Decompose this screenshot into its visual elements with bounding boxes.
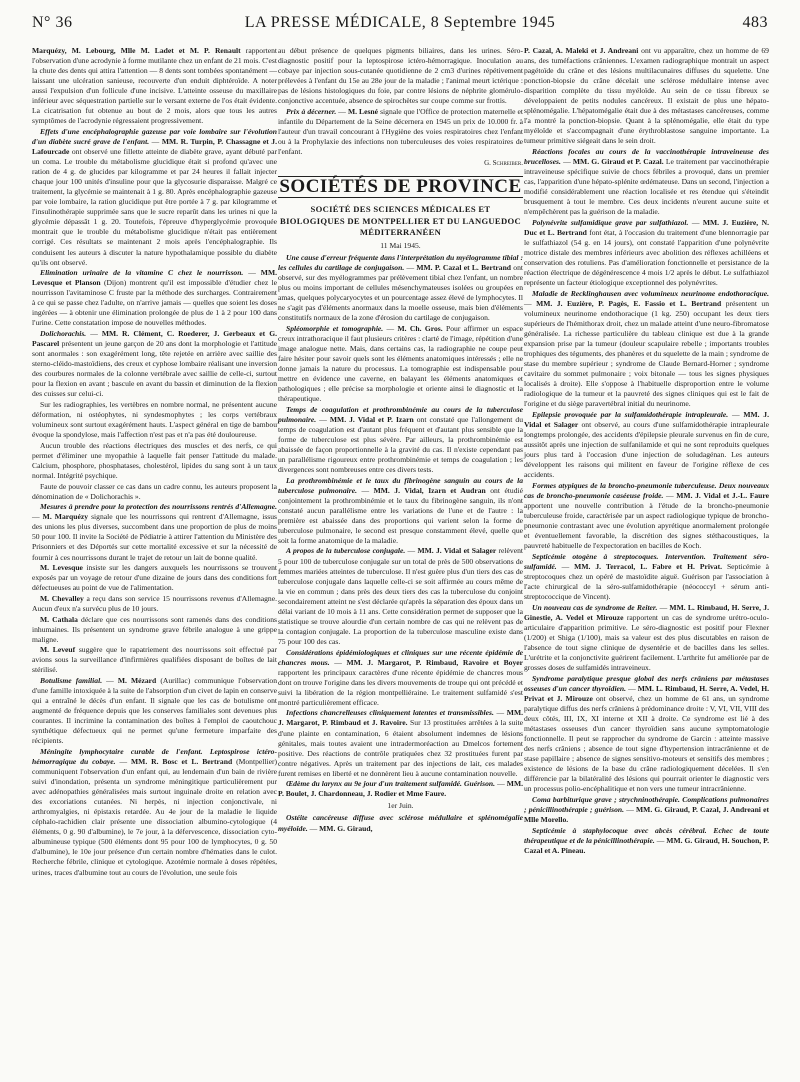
article-text: insiste sur les dangers auxquels les nourrissons se trouvent exposés par un voyage de retour d'une dizaine de jours dans des conditions fort défectueuses au point de vue de l'alimentation. <box>32 563 277 593</box>
article-title: Mesures à prendre pour la protection des nourrissons rentrés d'Allemagne. <box>40 502 277 512</box>
article-title: Dolichorachis. <box>40 329 87 339</box>
section-banner: SOCIÉTÉS DE PROVINCE <box>279 176 522 198</box>
article-paragraph: Maladie de Recklinghausen avec volumineux neurinome endothoracique. — MM. J. Euzière, P. Pagès, E. Fassio et L. Bertrand présentent un volumineux neurinome endothoracique (1 kg. 250) occupant les deux tiers supérieurs de l'hémithorax droit, chez un malade atteint d'une neuro-fibromatose généralisée. La richesse particulière du tableau clinique est due à la grande expansion prise par la tumeur (douleur scapulaire rebelle ; importants troubles trophiques des téguments, des phanères et du squelette de la main ; syndrome de stase du membre supérieur ; syndrome de Claude Bernard-Horner ; syndrome cavitaire du sommet pulmonaire ; voix bitonale — tous les signes physiques localisés à droite). Elle s'oppose à l'habituelle disproportion entre le volume radiologique de la tumeur et la pauvreté des signes cliniques qui est le fait de l'origine et du siège paravertébral initial du neurinome. <box>524 288 770 409</box>
article-authors: P. Cazal, A. Maleki et J. Andreani <box>524 46 639 55</box>
article-text: ont vu apparaître, chez un homme de 69 ans, des tuméfactions crâniennes. L'examen radiographique montrait un aspect pagétoïde du crâne et des lésions multilacunaires diffuses du squelette. Une ponction-biopsie du crâne décelait une sclérose médullaire intense avec disparition complète du tissu myéloïde. Au sein de ce tissu fibreux se développaient de petits nodules cancéreux. Il existait de plus une hépato-splénomégalie. L'hépatomégalie était due à des métastases cancéreuses, comme l'a montré la ponction-biopsie. Quant à la splénomégalie, elle était du type myéloïde et s'accompagnait d'une érythroblastose sanguine importante. La tumeur primitive siégeait dans le sein droit. <box>524 46 769 146</box>
article-text: Faute de pouvoir classer ce cas dans un cadre connu, les auteurs proposent la dénomination de « Dolichorachis ». <box>32 481 277 501</box>
article-authors: Marquézy, M. Lebourg, Mlle M. Ladet et M. P. Renault <box>32 46 241 55</box>
article-paragraph: Polynévrite sulfamidique grave par sulfathiazol. — MM. J. Euzière, N. Duc et L. Bertrand font état, à l'occasion du traitement d'une blennorragie par le sulfathiazol (54 g. en 14 jours), ont constaté l'apparition d'une polynévrite motrice distale des membres inférieurs avec abolition des réflexes achilléens et conservation des rotuliens. Pas d'amélioration fonctionnelle et persistance de la réaction électrique de dégénérescence 4 mois 1/2 après le début. Le sulfathiazol représente un facteur étiologique exceptionnel des polynévrites. <box>524 217 769 288</box>
article-text: signale que l'Office de protection maternelle et infantile du Département de la Seine décernera en 1945 un prix de 10.000 fr. à l'auteur d'un travail concourant à l'Hygiène des voies respiratoires chez l'enfant ou à la Prophylaxie des infections non tuberculeuses des voies respiratoires de l'enfant. <box>278 106 523 157</box>
article-paragraph: Spléomorphie et tomographie. — M. Ch. Gros. Pour affirmer un espace creux intrathoracique il faut plusieurs critères : clarté de l'image, répétition d'une image analogue nette. Mais, dans certains cas, la radiographie ne coupe peut faire hésiter pour savoir quels sont les éléments anatomiques intéressés ; elle ne donne jamais la nature du processus. La tomographie est indispensable pour mettre en évidence une caverne, en balayant les éléments anatomiques et pathologiques ; elle précise sa morphologie et oriente ainsi le diagnostic et la thérapeutique. <box>278 323 523 403</box>
article-text: ont constaté que l'allongement du temps de coagulation est d'autant plus fréquent et d'autant plus sensible que la forme de tuberculose est plus sévère. Par ailleurs, la prothrombinémie est abaissée de façon proportionnelle à la gravité du cas. Il n'existe cependant pas un parallélisme rigoureux entre prothrombinémie et temps de coagulation ; les divergences sont nombreuses entre ces divers tests. <box>278 414 524 474</box>
article-paragraph: Formes atypiques de la broncho-pneumonie tuberculeuse. Deux nouveaux cas de broncho-pneumonie caséeuse froide. — MM. J. Vidal et J.-L. Faure apportent une nouvelle contribution à l'étude de la broncho-pneumonie tuberculeuse froide, caractérisée par un aspect radiologique typique de broncho-pneumonie contrastant avec une évolution apyrétique anormalement prolongée et éventuellement favorable, la discrétion des signes stéthacoustiques, la pauvreté habituelle de l'expectoration en bacilles de Koch. <box>524 480 770 551</box>
article-title: Infections chancrelleuses cliniquement latentes et transmissibles. <box>286 708 494 718</box>
article-text: ont étudié conjointement la prothrombinémie et le taux du fibrinogène sanguin, ils n'ont constaté aucun parallélisme entre les variations de l'une et de l'autre : la première est abaissée dans des proportions qui varient selon la forme de tuberculose pulmonaire, le second est presque constamment élevé, quelle que soit la forme anatomique de la maladie. <box>278 485 523 545</box>
article-title: Considérations épidémiologiques et cliniques sur une récente épidémie de chancres mous. <box>278 647 523 667</box>
column-1 <box>32 46 277 878</box>
article-title: Ostéite cancéreuse diffuse avec sclérose médullaire et splénomégalie myéloïde. <box>278 813 523 833</box>
article-authors: M. Ch. Gros. <box>397 323 443 333</box>
article-text: Sur les radiographies, les vertèbres en nombre normal, ne présentent aucune déformation, ni ostéophytes, ni syndesmophytes ; les corps vertébraux volumineux sont surtout exagérément hauts. L'aspect général en tige de bambou évoque la spondylose, mais l'affection n'est pas et n'a pas été douloureuse. <box>32 400 277 440</box>
article-text: Aucun trouble des réactions électriques des muscles et des nerfs, ce qui permet d'éliminer une myopathie à laquelle fait penser l'attitude du malade. Calcium, phosphore, phosphatases, cholestérol, lipides du sang sont à un taux normal. Intégrité psychique. <box>32 440 277 480</box>
article-text: ont observé une fillette atteinte de diabète grave, ayant débuté par un coma. Le trouble du métabolisme glucidique était si profond qu'avec une ration de 4 g. de glucides par kilogramme et par 24 heures il fallait injecter chaque jour 100 unités d'insuline pour que la glycosurie disparaisse. Malgré ce traitement, la glycémie se maintenait à 1 g. 80. Après encéphalographie gazeuse par voie lombaire, la ration glucidique put être portée à 7 g. par kilogramme et l'insulinothérapie supprimée sans que le sucre reparût dans les urines ni que la glycémie dépassât 1 g. 20. Toutefois, l'épreuve d'hyperglycémie provoquée montrait que le trouble du métabolisme glucidique n'était pas entièrement corrigé. Ces résultats se maintenant 2 mois après l'encéphalographie. Ils conduisent les auteurs à discuter la nature hypothalamique possible du diabète qu'ils ont observé. <box>32 147 277 267</box>
article-text: rapportent les principaux caractères d'une récente épidémie de chancres mous dont on trouve l'origine dans les divers mouvements de troupe qui ont précédé et suivi la libération de la région montpelliéraine. Le traitement sulfamidé s'est montré particulièrement efficace. <box>278 667 523 707</box>
article-paragraph: La prothrombinémie et le taux du fibrinogène sanguin au cours de la tuberculose pulmonaire. — MM. J. Vidal, Izarn et Audran ont étudié conjointement la prothrombinémie et le taux du fibrinogène sanguin, ils n'ont constaté aucun parallélisme entre les variations de l'une et de l'autre : la première est abaissée dans des proportions qui varient selon la forme de tuberculose pulmonaire, le second est presque constamment élevé, quelle que soit la forme anatomique de la maladie. <box>278 475 523 545</box>
article-authors: M. Chevalley <box>40 593 84 603</box>
article-authors: M. Leveuf <box>40 645 76 655</box>
article-paragraph: Septicémie à staphylocoque avec abcès cérébral. Echec de toute thérapeutique et de la pénicillinothérapie. — MM. G. Giraud, H. Souchon, P. Cazal et A. Pineau. <box>524 825 769 855</box>
article-paragraph: Coma barbiturique grave ; strychninothérapie. Complications pulmonaires ; pénicillinothérapie ; guérison. — MM. G. Giraud, P. Cazal, J. Andreani et Mlle Morello. <box>524 794 769 824</box>
article-title: Maladie de Recklinghausen avec volumineux neurinome endothoracique. <box>532 288 769 298</box>
article-authors: M. Cathala <box>40 614 78 624</box>
article-text: a reçu dans son service 15 nourrissons revenus d'Allemagne. Aucun d'eux n'a survécu plus de 10 jours. <box>32 593 277 613</box>
article-authors: MM. G. Giraud, P. Cazal, J. Andreani et Mlle Morello. <box>524 804 769 824</box>
article-text: présentent un jeune garçon de 20 ans dont la morphologie et l'attitude sont anormales : son exagérément long, tête rejetée en arrière avec saillie des sterno-cléido-mastoïdiens, des creux et cyphose lombaire réalisant une inversion des courbures normales de la colonne vertébrale avec saillie de celle-ci, surtout pour la flexion en avant ; bascule en avant du bassin et diminution de la flexion des cuisses sur celui-ci. <box>32 339 277 399</box>
article-title: Effets d'une encéphalographie gazeuse par voie lombaire sur l'évolution d'un diabète sucré grave de l'enfant. <box>32 126 277 147</box>
article-paragraph <box>524 46 769 146</box>
article-paragraph: Temps de coagulation et prothrombinémie au cours de la tuberculose pulmonaire. — MM. J. Vidal et P. Izarn ont constaté que l'allongement du temps de coagulation est d'autant plus fréquent et d'autant plus sensible que la forme de tuberculose est plus sévère. Par ailleurs, la prothrombinémie est abaissée de façon proportionnelle à la gravité du cas. Il n'existe cependant pas un parallélisme rigoureux entre prothrombinémie et temps de coagulation ; les divergences sont nombreuses entre ces divers tests. <box>278 404 524 474</box>
article-text: rapportent l'observation d'une acrodynie à forme mutilante chez un enfant de 21 mois. C'est la chute des dents qui attira l'attention — 8 dents sont tombées spontanément — laissant une ulcération sanieuse, recouverte d'un enduit diphtéroïde. A noter aussi l'expulsion d'un follicule d'une incisive. L'atteinte osseuse du maxillaire inférieur avec séquestration partielle sur le versant externe de l'os était évidente. La cicatrisation fut obtenue au bout de 2 mois, alors que tous les autres symptômes de l'acrodynie régressaient progressivement. <box>32 46 278 126</box>
article-authors: MM. L. Rimbaud, H. Serre, A. Vedel, H. Privat et J. Mirouze <box>524 683 770 703</box>
article-authors: MM. J. Euzière, P. Pagès, E. Fassio et L. Bertrand <box>536 298 722 308</box>
article-paragraph: Septicémie otogène à streptocoques. Intervention. Traitement séro-sulfamidé. — MM. J. Terracol, L. Fabre et H. Privat. Septicémie à streptocoques chez un opéré de mastoïdite aiguë. Guérison par l'association à l'acte chirurgical de la séro-sulfamidothérapie (néococcyl + sérum anti-streptococcique de Vincent). <box>524 551 769 602</box>
article-title: Temps de coagulation et prothrombinémie au cours de la tuberculose pulmonaire. <box>278 404 523 424</box>
article-paragraph: A propos de la tuberculose conjugale. — MM. J. Vidal et Salager relèvent 5 pour 100 de tuberculose conjugale sur un total de près de 500 observations de femmes mariées atteintes de tuberculose. Il n'est guère plus d'un tiers des cas de tuberculose conjugale dans laquelle celle-ci se soit affirmée au cours même de la vie en commun ; dans près des deux tiers des cas la tuberculose du conjoint secondairement atteint ne s'est déclarée qu'après la séparation des époux dans un délai variant de 10 mois à 11 ans. Cette considération permet de supposer que la statistique se trouve alourdie d'un certain nombre de cas qui ne relèvent pas de la contagion conjugale. La proportion de la tuberculose masculine existe dans 75 pour 100 des cas. <box>278 546 523 646</box>
article-authors: MM. G. Giraud, <box>319 823 373 833</box>
article-text: ont observé, sur des myélogrammes par prélèvement tibial chez l'enfant, un nombre plus ou moins important de cellules mésenchymateuses isolées ou groupées en amas, quelques polycaryocytes et un pourcentage assez élevé de lymphocytes. Il ne s'agit pas d'éléments anormaux dans la moelle osseuse, mais bien d'éléments constitutifs normaux de la zone d'érosion du cartilage de conjugaison. <box>278 262 524 323</box>
article-authors: MM. J. Vidal et P. Izarn <box>329 414 414 424</box>
article-authors: MM. J. Vidal, Izarn et Audran <box>373 485 486 495</box>
article-authors: M. Mézard <box>117 676 157 686</box>
article-paragraph: Effets d'une encéphalographie gazeuse par voie lombaire sur l'évolution d'un diabète sucré grave de l'enfant. — MM. R. Turpin, P. Chassagne et J. Lafourcade ont observé une fillette atteinte de diabète grave, ayant débuté par un coma. Le trouble du métabolisme glucidique était si profond qu'avec une ration de 4 g. de glucides par kilogramme et par 24 heures il fallait injecter chaque jour 100 unités d'insuline pour que la glycosurie disparaisse. Malgré ce traitement, la glycémie se maintenait à 1 g. 80. Après encéphalographie gazeuse par voie lombaire, la ration glucidique put être portée à 7 g. par kilogramme et l'insulinothérapie supprimée sans que le sucre reparût dans les urines ni que la glycémie dépassât 1 g. 20. Toutefois, l'épreuve d'hyperglycémie provoquée montrait que le trouble du métabolisme glucidique n'était pas entièrement corrigé. Ces résultats se maintenant 2 mois après l'encéphalographie. Ils conduisent les auteurs à discuter la nature hypothalamique possible du diabète qu'ils ont observé. <box>32 126 277 267</box>
article-text: Septicémie à streptocoques chez un opéré de mastoïdite aiguë. Guérison par l'association à l'acte chirurgical de la séro-sulfamidothérapie (néococcyl + sérum anti-streptococcique de Vincent). <box>524 561 769 602</box>
article-title: Spléomorphie et tomographie. <box>286 323 384 333</box>
article-paragraph: Prix à décerner. — M. Lesné signale que l'Office de protection maternelle et infantile du Département de la Seine décernera en 1945 un prix de 10.000 fr. à l'auteur d'un travail concourant à l'Hygiène des voies respiratoires chez l'enfant ou à la Prophylaxie des infections non tuberculeuses des voies respiratoires de l'enfant. <box>278 106 523 157</box>
column-2 <box>278 46 523 834</box>
article-paragraph: Œdème du larynx au 9e jour d'un traitement sulfamidé. Guérison. — MM. P. Boulet, J. Chardonneau, J. Rodier et Mme Faure. <box>278 779 524 799</box>
article-title: Septicémie à staphylocoque avec abcès cérébral. Echec de toute thérapeutique et de la pénicillinothérapie. <box>524 825 769 845</box>
article-paragraph: Mesures à prendre pour la protection des nourrissons rentrés d'Allemagne. — M. Marquézy signale que les nourrissons qui rentrent d'Allemagne, issus des unions les plus diverses, succombent dans une proportion de plus de moins 50 pour 100. Il invite la Société de Pédiatrie à attirer l'attention du Ministère des Prisonniers et des Déportés sur cette mortalité excessive et sur la nécessité de fournir à ces nourrissons durant le trajet de retour un lait de bonne qualité. <box>32 502 277 562</box>
article-text: rapportent un cas de syndrome urétro-oculo-articulaire d'apparition primitive. Le séro-diagnostic est positif pour Flexner (1/200) et Shiga (1/100), mais sa valeur est des plus discutables en raison de l'absence de tout signe clinique de dysentérie et de bacilles dans les selles. L'urétrite et la conjonctivite guérirent facilement. L'arthrite fut améliorée par de grosses doses de sulfamidés intraveineux. <box>524 612 769 673</box>
article-paragraph <box>32 441 277 481</box>
article-text: présentent un volumineux neurinome endothoracique (1 kg. 250) occupant les deux tiers supérieurs de l'hémithorax droit, chez un malade atteint d'une neuro-fibromatose généralisée. La richesse particulière du tableau clinique est due à la grande expansion prise par la tumeur (douleur scapulaire rebelle ; importants troubles trophiques des téguments, des phanères et du squelette de la main ; syndrome de stase du membre supérieur ; syndrome de Claude Bernard-Horner ; syndrome cavitaire du sommet pulmonaire ; voix bitonale — tous les signes physiques localisés à droite). Elle s'oppose à l'habituelle disproportion entre le volume radiologique de la tumeur et la pauvreté des signes cliniques qui est le fait de l'origine et du siège paravertébral initial du neurinome. <box>524 298 770 409</box>
article-authors: MM. R. Turpin, P. Chassagne et J. Lafourcade <box>32 137 277 157</box>
article-text: déclare que ces nourrissons sont ramenés dans des conditions inhumaines. Ils présentent un syndrome grave fébrile analogue à une grippe maligne. <box>32 614 278 644</box>
signature: G. Schreiber. <box>484 159 523 168</box>
article-text: relèvent 5 pour 100 de tuberculose conjugale sur un total de près de 500 observations de femmes mariées atteintes de tuberculose. Il n'est guère plus d'un tiers des cas de tuberculose conjugale dans laquelle celle-ci se soit affirmée au cours même de la vie en commun ; dans près des deux tiers des cas la tuberculose du conjoint secondairement atteint ne s'est déclarée qu'après la séparation des époux dans un délai variant de 10 mois à 11 ans. Cette considération permet de supposer que la statistique se trouve alourdie d'un certain nombre de cas qui ne relèvent pas de la contagion conjugale. La proportion de la tuberculose masculine existe dans 75 pour 100 des cas. <box>278 546 523 646</box>
article-paragraph <box>32 482 277 502</box>
journal-title: LA PRESSE MÉDICALE, 8 Septembre 1945 <box>244 14 556 31</box>
article-title: A propos de la tuberculose conjugale. <box>286 546 406 556</box>
article-text: ont observé, chez un homme de 61 ans, un syndrome paralytique diffus des nerfs crâniens à prédominance droite : V, VI, VII, VIII des deux côtés, III, IX, XI interne et XII à droite. Ce syndrome est lié à des métastases osseuses d'un cancer thyroïdien sans aucune symptomatologie fonctionnelle. Il peut se rapprocher du syndrome de Garcin : atteinte massive des nerfs crâniens ; absence de tout signe d'hypertension intracrânienne et de stase papillaire ; absence de signes sensitivo-moteurs et sensitifs des membres ; existence de lésions de la base du crâne radiologiquement décelées. Il s'en différencie par la bilatéralité des lésions qui pourrait orienter le diagnostic vers un processus polio-encéphalitique et non vers une tumeur intracrânienne. <box>524 693 769 794</box>
article-authors: M. Levesque <box>40 563 83 573</box>
page-number: 483 <box>742 14 768 31</box>
article-text: au début présence de quelques pigments biliaires, dans les urines. Séro-diagnostic positif pour la leptospirose ictéro-hémorragique. Inoculation au cobaye par injection sous-cutanée quotidienne de 2 cm3 d'urines répétivement prélevées à l'enfant du 15e au 28e jour de la maladie ; l'animal meurt ictérique : pas de lésions histologiques du foie, par contre lésions de néphrite glomérulo-conjonctive accentuée, absence de spirochètes sur coupe comme sur frottis. <box>278 46 523 106</box>
article-title: La prothrombinémie et le taux du fibrinogène sanguin au cours de la tuberculose pulmonaire. <box>278 475 523 495</box>
article-paragraph: Ostéite cancéreuse diffuse avec sclérose médullaire et splénomégalie myéloïde. — MM. G. Giraud, <box>278 813 523 833</box>
article-text: signale que les nourrissons qui rentrent d'Allemagne, issus des unions les plus diverses, succombent dans une proportion de plus de moins 50 pour 100. Il invite la Société de Pédiatrie à attirer l'attention du Ministère des Prisonniers et des Déportés sur cette mortalité excessive et sur la nécessité de fournir à ces nourrissons durant le trajet de retour un lait de bonne qualité. <box>32 512 277 562</box>
article-authors: MM. G. Giraud et P. Cazal. <box>572 157 664 167</box>
article-title: Polynévrite sulfamidique grave par sulfathiazol. <box>532 217 689 227</box>
issue-number: N° 36 <box>32 14 73 31</box>
article-authors: MM. J. Vidal et J.-L. Faure <box>676 491 770 501</box>
article-title: Epilepsie provoquée par la sulfamidothérapie intrapleurale. <box>532 410 729 420</box>
article-paragraph <box>32 46 277 126</box>
article-paragraph: Méningite lymphocytaire curable de l'enfant. Leptospirose ictéro-hémorragique du cobaye. — MM. R. Bosc et L. Bertrand (Montpellier) communiquent l'observation d'un enfant qui, au lendemain d'un bain de rivière suivi d'inondation, présenta un syndrome méningitique particulièrement pur avec adénopathies généralisées mais surtout inguinale droite en relation avec des excoriations cutanées. Ni herpès, ni injection conjonctivale, ni arthromyalgies, ni épistaxis retardée. Au 4e jour de la maladie le liquide céphalo-rachidien clair présente une dissociation albumino-cytologique (4 éléments, 0 g. 90 d'albumine), le 7e jour, à la défervescence, dissociation cyto-albumineuse typique (500 éléments dont 95 pour 100 de lymphocytes, 0 g. 50 d'albumine), le 10e jour présence d'un certain nombre d'hématies dans le culot. Recherche fébrile, clinique et cytologique. Azotémie normale à doses répétées, urines, traces d'albumine tout au cours de l'évolution, une seule fois <box>32 746 278 877</box>
page-header <box>32 14 768 36</box>
article-paragraph: Considérations épidémiologiques et cliniques sur une récente épidémie de chancres mous. — MM. J. Margarot, P. Rimbaud, Ravoire et Boyer rapportent les principaux caractères d'une récente épidémie de chancres mous dont on trouve l'origine dans les divers mouvements de troupe qui ont précédé et suivi la libération de la région montpelliéraine. Le traitement sulfamidé s'est montré particulièrement efficace. <box>278 647 523 707</box>
article-paragraph <box>32 594 277 614</box>
article-authors: MM. P. Cazal et L. Bertrand <box>416 262 512 272</box>
article-text: Pour affirmer un espace creux intrathoracique il faut plusieurs critères : clarté de l'image, répétition d'une image analogue nette. Mais, dans certains cas, la radiographie ne coupe peut faire hésiter pour savoir quels sont les éléments anatomiques intéressés ; elle ne donne jamais la nature du processus. La tomographie est indispensable pour mettre en évidence une caverne, en balayant les éléments anatomiques et pathologiques ; elle précise sa morphologie et oriente ainsi le diagnostic et la thérapeutique. <box>278 323 523 403</box>
article-text: Le traitement par vaccinothérapie intraveineuse spécifique suivie de chocs fébriles a provoqué, dans un premier cas, l'apparition d'une hépato-splénite œdémateuse. Dans un second, l'injection a modifié considérablement une réaction localisée et res étendue qui s'éteindit brusquement à tout le membre. Ces deux incidents n'eurent aucune suite et n'empêchèrent pas la guérison de la maladie. <box>524 157 770 217</box>
article-text: Sur 13 prostituées arrêtées à la suite d'une plainte en contamination, 6 étaient absolument indemnes de lésions génitales, mais toutes avaient une intradermoréaction au Dmelcos fortement positive. Des réactions de contrôle pratiquées chez 32 prostituées furent par contre négatives. Après un traitement par des injections de lait, ces malades furent remises en liberté et ne donnèrent lieu à aucune contamination nouvelle. <box>278 718 524 778</box>
society-heading: SOCIÉTÉ DES SCIENCES MÉDICALES ET BIOLOGIQUES DE MONTPELLIER ET DU LANGUEDOC MÉDITERRANÉEN <box>280 204 521 238</box>
article-title: Prix à décerner. <box>286 106 337 116</box>
article-authors: M. Marquézy <box>42 512 88 522</box>
article-paragraph: Réactions focales au cours de la vaccinothérapie intraveineuse des brucelloses. — MM. G. Giraud et P. Cazal. Le traitement par vaccinothérapie intraveineuse spécifique suivie de chocs fébriles a provoqué, dans un premier cas, l'apparition d'une hépato-splénite œdémateuse. Dans un second, l'injection a modifié considérablement une réaction localisée et res étendue qui s'éteindit brusquement à tout le membre. Ces deux incidents n'eurent aucune suite et n'empêchèrent pas la guérison de la maladie. <box>524 147 770 217</box>
article-title: Elimination urinaire de la vitamine C chez le nourrisson. <box>40 268 244 278</box>
article-authors: MM. J. Vidal et Salager <box>417 546 497 556</box>
article-title: Formes atypiques de la broncho-pneumonie tuberculeuse. Deux nouveaux cas de broncho-pneumonie caséeuse froide. <box>524 480 769 501</box>
article-text: (Dijon) montrent qu'il est impossible d'étudier chez le nourrisson l'avitaminose C fruste par la méthode des surcharges. Contrairement à ce qui se passe chez l'adulte, on n'arrive jamais — quelles que soient les doses ingérées — à obtenir une élimination prolongée de plus de 1 à 2 pour 100 dans l'urine. Cette constatation impose de nouvelles méthodes. <box>32 278 277 328</box>
article-authors: MM. J. Euzière, N. Duc et L. Bertrand <box>524 217 769 238</box>
column-3 <box>524 46 769 856</box>
article-authors: MM. R. Clément, C. Roederer, J. Gerbeaux et G. Pascarel <box>32 329 278 349</box>
article-text: ont observé, au cours d'une sulfamidothérapie intrapleurale longtemps prolongée, des accidents d'épilepsie pleurale survenus en fin de cure, aussitôt après une injection de sulfanilamide et qui ne sont reproduits quelques jours plus tard à l'occasion d'une injection de soludagénan. Les auteurs développent les raisons qui militent en faveur de l'origine réflexe de ces accidents. <box>524 420 769 480</box>
article-authors: MM. J. Terracol, L. Fabre et H. Privat. <box>574 561 723 571</box>
article-text: (Montpellier) communiquent l'observation d'un enfant qui, au lendemain d'un bain de rivière suivi d'inondation, présenta un syndrome méningitique particulièrement pur avec adénopathies généralisées mais surtout inguinale droite en relation avec des excoriations cutanées. Ni herpès, ni injection conjonctivale, ni arthromyalgies, ni épistaxis retardée. Au 4e jour de la maladie le liquide céphalo-rachidien clair présente une dissociation albumino-cytologique (4 éléments, 0 g. 90 d'albumine), le 7e jour, à la défervescence, dissociation cyto-albumineuse typique (500 éléments dont 95 pour 100 de lymphocytes, 0 g. 50 d'albumine), le 10e jour présence d'un certain nombre d'hématies dans le culot. Recherche fébrile, clinique et cytologique. Azotémie normale à doses répétées, urines, traces d'albumine tout au cours de l'évolution, une seule fois <box>32 757 278 877</box>
article-paragraph <box>32 645 277 675</box>
article-title: Un nouveau cas de syndrome de Reiter. <box>532 602 658 612</box>
article-authors: MM. R. Bosc et L. Bertrand <box>130 757 233 766</box>
article-paragraph <box>32 615 277 645</box>
article-text: apportent une nouvelle contribution à l'étude de la broncho-pneumonie tuberculeuse froide, caractérisée par un aspect radiologique typique de broncho-pneumonie contrastant avec une évolution apyrétique anormalement prolongée et éventuellement favorable, la discrétion des signes stéthacoustiques, la pauvreté habituelle de l'expectoration en bacilles de Koch. <box>524 501 769 551</box>
article-text: (Aurillac) communique l'observation d'une famille intoxiquée à la suite de l'absorption d'un civet de lapin en conserve qui a entraîné le décès d'un enfant. Il signale que les cas de botulisme ont augmenté de fréquence depuis que les conserves familiales sont devenues plus courantes. Il incrimine la contamination des boîtes à l'emploi de caoutchouc synthétique défectueux qui ne permet qu'une fermeture imparfaite des récipients. <box>32 676 277 746</box>
article-authors: MM. L. Rimbaud, H. Serre, J. Ginestie, A. Vedel et Mirouze <box>524 602 769 622</box>
session-date: 1er Juin. <box>387 801 414 811</box>
article-title: Œdème du larynx au 9e jour d'un traitement sulfamidé. Guérison. <box>286 779 496 789</box>
article-paragraph: Infections chancrelleuses cliniquement latentes et transmissibles. — MM. J. Margarot, P. Rimbaud et J. Ravoire. Sur 13 prostituées arrêtées à la suite d'une plainte en contamination, 6 étaient absolument indemnes de lésions génitales, mais toutes avaient une intradermoréaction au Dmelcos fortement positive. Des réactions de contrôle pratiquées chez 32 prostituées furent par contre négatives. Après un traitement par des injections de lait, ces malades furent remises en liberté et ne donnèrent lieu à aucune contamination nouvelle. <box>278 708 524 778</box>
article-title: Botulisme familial. <box>40 676 103 686</box>
article-title: Coma barbiturique grave ; strychninothérapie. Complications pulmonaires ; pénicillinothérapie ; guérison. <box>524 794 769 814</box>
article-authors: MM. Levesque et Planson <box>32 268 278 288</box>
article-paragraph: Elimination urinaire de la vitamine C chez le nourrisson. — MM. Levesque et Planson (Dijon) montrent qu'il est impossible d'étudier chez le nourrisson l'avitaminose C fruste par la méthode des surcharges. Contrairement à ce qui se passe chez l'adulte, on n'arrive jamais — quelles que soient les doses ingérées — à obtenir une élimination prolongée de plus de 1 à 2 pour 100 dans l'urine. Cette constatation impose de nouvelles méthodes. <box>32 268 278 328</box>
article-paragraph: Syndrome paralytique presque global des nerfs crâniens par métastases osseuses d'un cancer thyroïdien. — MM. L. Rimbaud, H. Serre, A. Vedel, H. Privat et J. Mirouze ont observé, chez un homme de 61 ans, un syndrome paralytique diffus des nerfs crâniens à prédominance droite : V, VI, VII, VIII des deux côtés, III, IX, XI interne et XII à droite. Ce syndrome est lié à des métastases osseuses d'un cancer thyroïdien sans aucune symptomatologie fonctionnelle. Il peut se rapprocher du syndrome de Garcin : atteinte massive des nerfs crâniens ; absence de tout signe d'hypertension intracrânienne et de stase papillaire ; absence de signes sensitivo-moteurs et sensitifs des membres ; existence de lésions de la base du crâne radiologiquement décelées. Il s'en différencie par la bilatéralité des lésions qui pourrait orienter le diagnostic vers un processus polio-encéphalitique et non vers une tumeur intracrânienne. <box>524 673 770 794</box>
article-title: Une cause d'erreur fréquente dans l'interprétation du myélogramme tibial : les cellules du cartilage de conjugaison. <box>278 252 523 272</box>
article-authors: M. Lesné <box>347 106 379 116</box>
article-authors: MM. J. Margarot, P. Rimbaud et J. Ravoire. <box>278 708 524 728</box>
article-paragraph: Dolichorachis. — MM. R. Clément, C. Roederer, J. Gerbeaux et G. Pascarel présentent un jeune garçon de 20 ans dont la morphologie et l'attitude sont anormales : son exagérément long, tête rejetée en arrière avec saillie des sterno-cléido-mastoïdiens, des creux et cyphose lombaire réalisant une inversion des courbures normales de la colonne vertébrale avec saillie de celle-ci, surtout pour la flexion en avant ; bascule en avant du bassin et diminution de la flexion des cuisses sur celui-ci. <box>32 329 278 399</box>
session-date: 11 Mai 1945. <box>380 240 421 250</box>
article-paragraph: Botulisme familial. — M. Mézard (Aurillac) communique l'observation d'une famille intoxiquée à la suite de l'absorption d'un civet de lapin en conserve qui a entraîné le décès d'un enfant. Il signale que les cas de botulisme ont augmenté de fréquence depuis que les conserves familiales sont devenues plus courantes. Il incrimine la contamination des boîtes à l'emploi de caoutchouc synthétique défectueux qui ne permet qu'une fermeture imparfaite des récipients. <box>32 676 277 746</box>
article-authors: MM. G. Giraud, H. Souchon, P. Cazal et A. Pineau. <box>524 835 769 855</box>
article-title: Septicémie otogène à streptocoques. Intervention. Traitement séro-sulfamidé. <box>524 551 769 571</box>
article-authors: MM. J. Vidal et Salager <box>524 410 769 430</box>
article-paragraph: Epilepsie provoquée par la sulfamidothérapie intrapleurale. — MM. J. Vidal et Salager ont observé, au cours d'une sulfamidothérapie intrapleurale longtemps prolongée, des accidents d'épilepsie pleurale survenus en fin de cure, aussitôt après une injection de sulfanilamide et qui ne sont reproduits quelques jours plus tard à l'occasion d'une injection de soludagénan. Les auteurs développent les raisons qui militent en faveur de l'origine réflexe de ces accidents. <box>524 410 769 480</box>
article-title: Réactions focales au cours de la vaccinothérapie intraveineuse des brucelloses. <box>524 147 769 167</box>
article-paragraph <box>32 563 277 593</box>
article-paragraph <box>278 46 523 106</box>
article-title: Syndrome paralytique presque global des nerfs crâniens par métastases osseuses d'un cancer thyroïdien. <box>524 673 769 693</box>
article-text: suggère que le rapatriement des nourrissons soit effectué par avions sous la surveillance d'infirmières qualifiées disposant de boîtes de lait stérilisé. <box>32 645 277 675</box>
article-paragraph: Une cause d'erreur fréquente dans l'interprétation du myélogramme tibial : les cellules du cartilage de conjugaison. — MM. P. Cazal et L. Bertrand ont observé, sur des myélogrammes par prélèvement tibial chez l'enfant, un nombre plus ou moins important de cellules mésenchymateuses isolées ou groupées en amas, quelques polycaryocytes et un pourcentage assez élevé de lymphocytes. Il ne s'agit pas d'éléments anormaux dans la moelle osseuse, mais bien d'éléments constitutifs normaux de la zone d'érosion du cartilage de conjugaison. <box>278 252 524 323</box>
article-authors: MM. J. Margarot, P. Rimbaud, Ravoire et Boyer <box>346 657 523 667</box>
article-paragraph <box>32 400 277 440</box>
article-paragraph: Un nouveau cas de syndrome de Reiter. — MM. L. Rimbaud, H. Serre, J. Ginestie, A. Vedel et Mirouze rapportent un cas de syndrome urétro-oculo-articulaire d'apparition primitive. Le séro-diagnostic est positif pour Flexner (1/200) et Shiga (1/100), mais sa valeur est des plus discutables en raison de l'absence de tout signe clinique de dysentérie et de bacilles dans les selles. L'urétrite et la conjonctivite guérirent facilement. L'arthrite fut améliorée par de grosses doses de sulfamidés intraveineux. <box>524 602 769 673</box>
article-text: font état, à l'occasion du traitement d'une blennorragie par le sulfathiazol (54 g. en 14 jours), ont constaté l'apparition d'une polynévrite motrice distale des membres inférieurs avec abolition des réflexes achilléens et conservation des rotuliens. Pas d'amélioration fonctionnelle et persistance de la réaction électrique de dégénérescence 4 mois 1/2 après le début. Le sulfathiazol représente un facteur étiologique exceptionnel des polynévrites. <box>524 228 769 288</box>
article-authors: MM. P. Boulet, J. Chardonneau, J. Rodier et Mme Faure. <box>278 779 524 799</box>
article-title: Méningite lymphocytaire curable de l'enfant. Leptospirose ictéro-hémorragique du cobaye. <box>32 746 277 766</box>
